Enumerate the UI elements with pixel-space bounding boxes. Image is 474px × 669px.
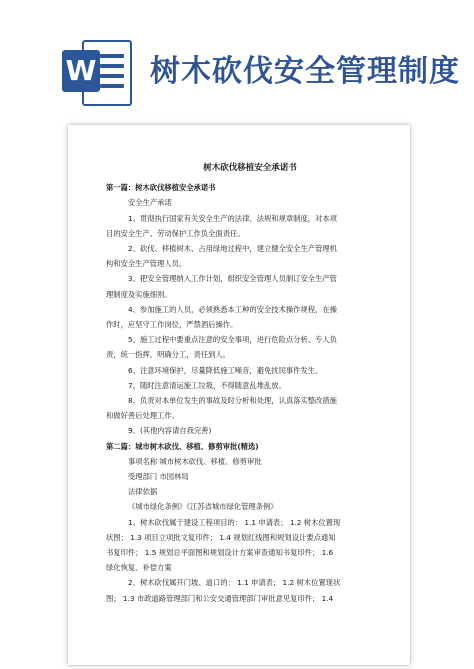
document-title: 树木砍伐移植安全承诺书 xyxy=(203,163,297,173)
paragraph-line: 责，统一指挥，明确分工，责任到人。 xyxy=(106,350,231,360)
paragraph-line: 5、施工过程中要重点注意的安全事项，进行危险点分析、专人负 xyxy=(128,335,337,345)
paragraph-line: 1、树木砍伐属于建设工程项目的： 1.1 申请表； 1.2 树木位置现 xyxy=(128,517,341,527)
paragraph-line: 构和安全生产管理人员。 xyxy=(106,259,187,269)
paragraph-line: 事项名称 城市树木砍伐、移植、修剪审批 xyxy=(128,456,262,466)
document-lines xyxy=(106,180,378,606)
section-heading: 第一篇：树木砍伐移植安全承诺书 xyxy=(106,183,216,193)
banner-title: 树木砍伐安全管理制度 xyxy=(150,54,460,89)
paragraph-line: 8、负责对本单位发生的事故及时分析和处理，认真落实整改措施 xyxy=(128,396,337,406)
paragraph-line: 2、砍伐、移植树木、占用绿地过程中，建立健全安全生产管理机 xyxy=(128,244,337,254)
paragraph-line: 7、随时注意清运施工垃圾，不得随意乱堆乱放。 xyxy=(128,380,286,390)
paragraph-line: 受理部门 市园林局 xyxy=(128,472,189,482)
document-body xyxy=(106,161,378,606)
paragraph-line: 《城市绿化条例》《江苏省城市绿化管理条例》 xyxy=(128,502,278,512)
title-banner xyxy=(0,0,474,112)
paragraph-line: 3、把安全管理纳入工作计划，组织安全管理人员制订安全生产管 xyxy=(128,274,337,284)
section-heading: 第二篇：城市树木砍伐、移植、修剪审批(精选) xyxy=(106,441,259,451)
paragraph-line: 1、贯彻执行国家有关安全生产的法律、法规和规章制度，对本项 xyxy=(128,213,337,223)
paragraph-line: 2、树木砍伐属开门坡、道口的： 1.1 申请表； 1.2 树木位置现状 xyxy=(128,578,341,588)
paragraph-line: 4、参加施工的人员，必须熟悉本工种的安全技术操作规程，在操 xyxy=(128,304,337,314)
paragraph-line: 安全生产承诺 xyxy=(128,198,172,208)
paragraph-line: 理制度及实施细则。 xyxy=(106,289,172,299)
paragraph-line: 作时，应坚守工作岗位，严禁酒后操作。 xyxy=(106,320,238,330)
paragraph-line: 目的安全生产、劳动保护工作负全面责任。 xyxy=(106,228,245,238)
paragraph-line: 图； 1.3 市政道路管理部门和公安交通管理部门审批意见复印件； 1.4 xyxy=(106,593,334,603)
paragraph-line: 6、注意环境保护，尽量降低施工噪音，避免扰民事件发生。 xyxy=(128,365,323,375)
paragraph-line: 状图； 1.3 项目立项批文复印件； 1.4 规划红线图和规划设计要点通知 xyxy=(106,532,336,542)
document-page xyxy=(68,125,410,665)
paragraph-line: 和做好善后处理工作。 xyxy=(106,411,179,421)
paragraph-line: 9、(其他内容请自我完善) xyxy=(128,426,212,436)
paragraph-line: 绿化恢复、补偿方案 xyxy=(106,563,172,573)
paragraph-line: 书复印件； 1.5 规划总平面图和规划设计方案审查通知书复印件； 1.6 xyxy=(106,548,334,558)
paragraph-line: 法律依据 xyxy=(128,487,158,497)
word-letter-tile: W xyxy=(62,50,100,92)
word-document-icon xyxy=(62,38,130,106)
